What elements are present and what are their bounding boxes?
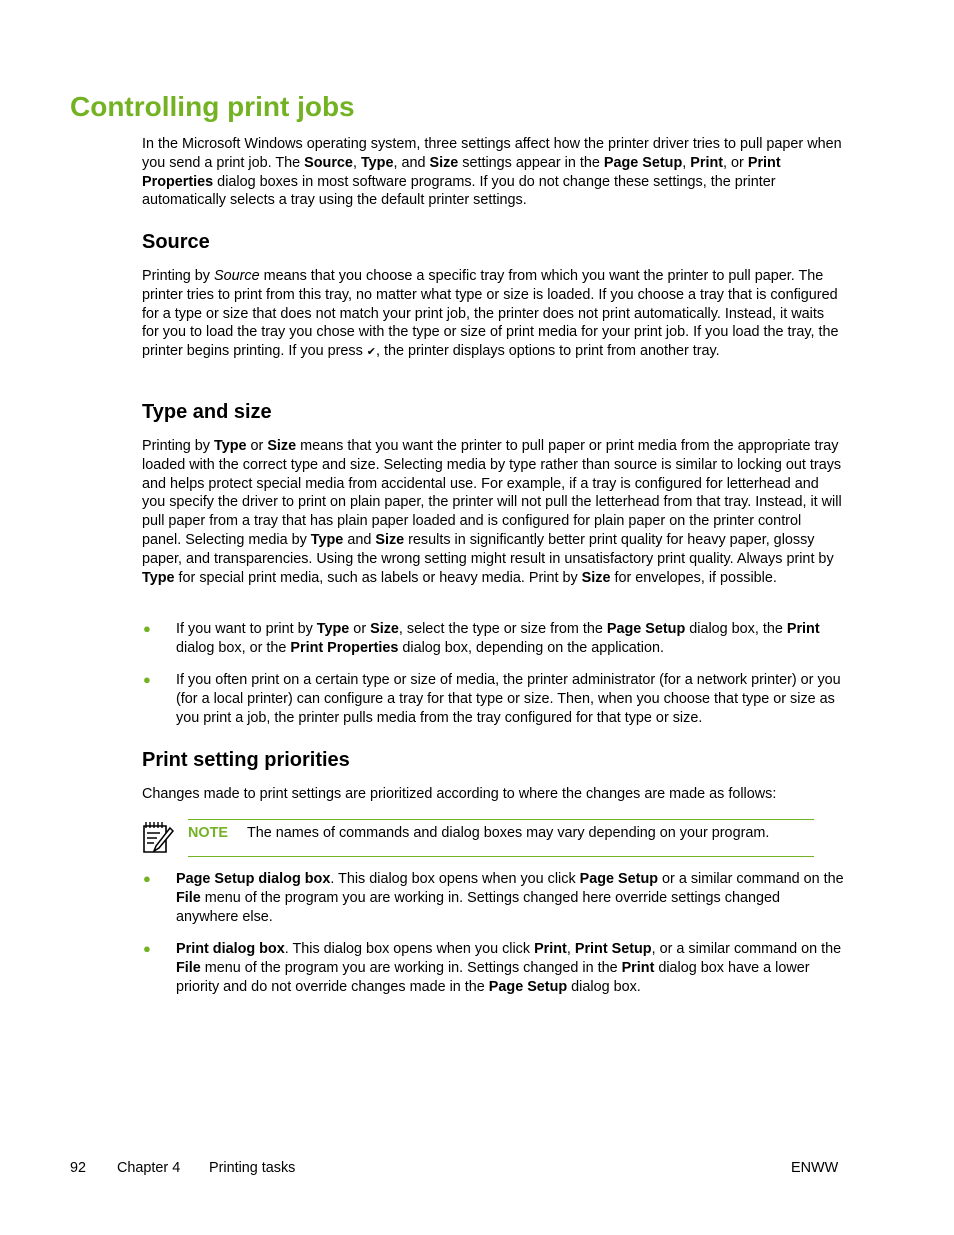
bullet-icon: ●: [143, 672, 151, 687]
bullet-span: ,: [566, 941, 575, 957]
source-paragraph: [142, 267, 844, 362]
intro-text: ,: [352, 154, 361, 171]
intro-text: ,: [682, 154, 691, 171]
source-section: [142, 267, 844, 362]
term-print: Print: [621, 959, 655, 976]
term-file: File: [176, 959, 201, 976]
intro-paragraph: [142, 135, 844, 210]
type-size-text: for envelopes, if possible.: [610, 569, 777, 586]
term-source: Source: [304, 154, 353, 171]
term-print-setup: Print Setup: [574, 941, 652, 957]
bullet-span: dialog box, depending on the application.: [398, 639, 665, 656]
priorities-paragraph: Changes made to print settings are prioritized according to where the changes are made as follows:: [142, 786, 777, 802]
term-size: Size: [267, 438, 297, 454]
bullet-span: menu of the program you are working in. Settings changed in the: [200, 959, 622, 976]
print-setting-priorities-heading: Print setting priorities: [142, 749, 350, 771]
list-item: [142, 671, 844, 727]
source-heading: Source: [142, 231, 210, 253]
term-source-italic: Source: [214, 268, 260, 284]
intro-text: In the Microsoft Windows operating system, three settings affect how the printer driver tries to pull paper when you send a print job. The: [142, 136, 842, 171]
intro-text: dialog boxes in most software programs. If you do not change these settings, the printer automatically selects a tray using the default printer settings.: [142, 173, 776, 209]
page-number: 92: [70, 1160, 87, 1176]
type-and-size-heading: Type and size: [142, 401, 272, 423]
source-text: means that you choose a specific tray from which you want the printer to pull paper. The printer tries to print from this tray, no matter what type or size is loaded. If you choose a tray that is configured for a type or size that does not match your print job, the printer does not print automatically. Instead, it waits for you to load the tray you chose with the type or size of print media for your print job. If you load the tray, the printer begins printing. If you press: [142, 268, 839, 360]
term-print-properties: Print Properties: [290, 639, 399, 656]
type-size-text: results in significantly better print quality for heavy paper, glossy paper, and transparencies. Using the wrong setting might result in unsatisfactory print quality. Always print by: [142, 531, 834, 567]
intro-text: settings appear in the: [458, 154, 604, 171]
bullet-text: [176, 940, 844, 996]
term-type: Type: [310, 531, 344, 548]
note-pencil-icon: [142, 820, 174, 854]
note-box: [142, 818, 844, 858]
term-size: Size: [370, 621, 399, 637]
bullet-span: or a similar command on the: [658, 871, 844, 887]
bullet-icon: ●: [143, 871, 151, 886]
list-item: [142, 620, 844, 658]
footer-chapter-title: Printing tasks: [209, 1160, 296, 1176]
type-size-section: [142, 437, 844, 587]
intro-text: , and: [393, 154, 430, 171]
type-size-text: or: [246, 438, 268, 454]
footer-brand: ENWW: [791, 1160, 839, 1176]
term-page-setup: Page Setup: [606, 621, 686, 637]
term-size: Size: [429, 154, 459, 171]
list-item: [142, 940, 844, 996]
term-size: Size: [375, 531, 405, 548]
term-print-properties: Print Properties: [142, 154, 781, 190]
intro-text: , or: [723, 154, 748, 171]
bullet-text: [176, 620, 844, 658]
note-top-rule: [188, 819, 814, 820]
bullet-text: [176, 870, 844, 926]
bullet-span: dialog box.: [567, 978, 641, 995]
note-label: NOTE: [188, 825, 228, 841]
priorities-intro: [142, 785, 844, 804]
bullet-span: dialog box have a lower priority and do not override changes made in the: [176, 959, 810, 995]
checkmark-icon: ✔: [366, 346, 376, 359]
bullet-span: dialog box, or the: [176, 639, 291, 656]
type-size-text: and: [343, 531, 376, 548]
term-page-setup: Page Setup: [603, 154, 683, 171]
type-size-text: means that you want the printer to pull paper or print media from the appropriate tray loaded with the correct type and size. Selecting media by type rather than source is similar to locking out trays and helps protect special media from accidental use. For example, if a tray is configured for letterhead and you specify the driver to print on plain paper, the printer will not pull the letterhead from that tray. Instead, it will pull paper from a tray that has plain paper loaded and is configured for plain paper on the printer control panel. Selecting media by: [142, 438, 842, 548]
bullet-icon: ●: [143, 941, 151, 956]
intro-section: [142, 135, 844, 210]
bullet-span: , select the type or size from the: [398, 621, 607, 637]
term-file: File: [176, 889, 201, 906]
term-type: Type: [360, 154, 394, 171]
term-print-dialog-box: Print dialog box: [176, 941, 285, 957]
term-print: Print: [534, 941, 567, 957]
source-text: , the printer displays options to print from another tray.: [376, 343, 720, 360]
source-text: Printing by: [142, 268, 214, 284]
term-size: Size: [581, 569, 611, 586]
term-type: Type: [214, 438, 247, 454]
note-bottom-rule: [188, 856, 814, 857]
bullet-span: If you want to print by: [176, 621, 317, 637]
term-page-setup: Page Setup: [488, 978, 568, 995]
bullet-icon: ●: [143, 621, 151, 636]
type-size-text: for special print media, such as labels or heavy media. Print by: [174, 569, 582, 586]
term-print: Print: [786, 621, 820, 637]
bullet-span: or: [349, 621, 371, 637]
type-size-paragraph: [142, 437, 844, 587]
bullet-span: dialog box, the: [685, 621, 787, 637]
term-page-setup: Page Setup: [579, 871, 659, 887]
term-print: Print: [690, 154, 724, 171]
bullet-span: , or a similar command on the: [651, 941, 842, 957]
note-text: The names of commands and dialog boxes may vary depending on your program.: [247, 825, 770, 841]
footer-chapter: Chapter 4: [117, 1160, 181, 1176]
term-type: Type: [316, 621, 350, 637]
bullet-text: If you often print on a certain type or size of media, the printer administrator (for a network printer) or you (for a local printer) can configure a tray for that type or size. Then, when you choose that type or size as you print a job, the printer pulls media from the tray configured for that type or size.: [176, 672, 841, 726]
bullet-span: menu of the program you are working in. Settings changed here override settings changed anywhere else.: [176, 889, 780, 925]
bullet-span: . This dialog box opens when you click: [284, 941, 535, 957]
term-page-setup-dialog-box: Page Setup dialog box: [176, 871, 331, 887]
list-item: [142, 870, 844, 926]
bullet-span: . This dialog box opens when you click: [330, 871, 580, 887]
page-title: Controlling print jobs: [70, 91, 355, 122]
term-type: Type: [142, 569, 175, 586]
type-size-text: Printing by: [142, 438, 214, 454]
